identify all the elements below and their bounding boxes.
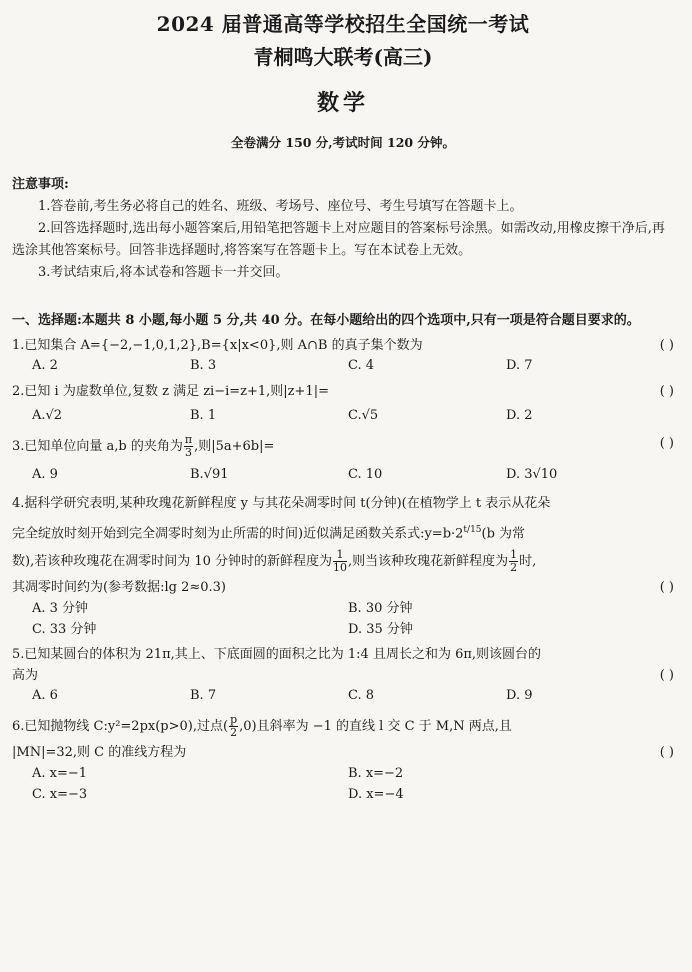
- question-2: [12, 382, 674, 402]
- question-line: [12, 743, 674, 763]
- question-3: [12, 434, 674, 459]
- fraction-numerator: π: [184, 433, 193, 446]
- question-line: [12, 714, 674, 739]
- option-a: A. 6: [32, 688, 58, 704]
- option-c: C. 8: [348, 688, 375, 704]
- options-q5: [12, 686, 674, 706]
- option-c: C. 10: [348, 467, 383, 482]
- option-c: C. 33 分钟: [32, 622, 97, 638]
- stem-part: 数),若该种玫瑰花在凋零时间为 10 分钟时的新鲜程度为: [12, 554, 333, 570]
- option-d: D. 9: [506, 688, 533, 704]
- option-b: B. 30 分钟: [348, 601, 413, 617]
- exam-subtitle: 青桐鸣大联考(高三): [253, 45, 433, 69]
- answer-paren: ( ): [659, 384, 674, 399]
- fraction: [229, 714, 238, 739]
- option-b: B.√91: [190, 467, 229, 482]
- fraction-numerator: 1: [333, 549, 347, 562]
- question-line: [12, 519, 674, 545]
- stem-part: ,则|5a+6b|=: [194, 439, 275, 454]
- option-a: A. 9: [32, 467, 58, 482]
- options-q1: [12, 356, 674, 376]
- question-1: [12, 336, 674, 356]
- stem-part: |MN|=32,则 C 的准线方程为: [12, 745, 187, 761]
- stem-part: 完全绽放时刻开始到完全凋零时刻为止所需的时间)近似满足函数关系式:y=b·2: [12, 526, 464, 542]
- fraction-denominator: 2: [230, 726, 238, 740]
- answer-paren: ( ): [659, 338, 674, 353]
- question-stem: 1.已知集合 A={−2,−1,0,1,2},B={x|x<0},则 A∩B 的真子集个数为: [12, 338, 423, 353]
- options-q3: [12, 465, 674, 485]
- fraction: [509, 549, 518, 574]
- question-4: [12, 493, 674, 598]
- exam-title: 2024 届普通高等学校招生全国统一考试: [156, 12, 530, 36]
- option-a: A. 3 分钟: [32, 601, 89, 617]
- stem-part: ,0)且斜率为 −1 的直线 l 交 C 于 M,N 两点,且: [239, 719, 512, 735]
- notes-heading: 注意事项:: [12, 177, 69, 192]
- options-q4-row1: [12, 598, 674, 619]
- option-a: A. 2: [32, 358, 58, 373]
- stem-part: ,则当该种玫瑰花新鲜程度为: [348, 554, 509, 570]
- answer-paren: ( ): [659, 745, 674, 761]
- note-item: 3.考试结束后,将本试卷和答题卡一并交回。: [38, 265, 289, 280]
- option-d: D. 3√10: [506, 467, 558, 482]
- option-c: C. x=−3: [32, 787, 88, 803]
- option-d: D. x=−4: [348, 787, 404, 803]
- stem-part: (b 为常: [481, 526, 526, 542]
- question-line: [12, 549, 674, 574]
- stem-part: 6.已知抛物线 C:y²=2px(p>0),过点(: [12, 719, 229, 735]
- answer-paren: ( ): [659, 580, 674, 596]
- answer-paren: ( ): [659, 668, 674, 684]
- option-c: C.√5: [348, 408, 379, 423]
- stem-part: 高为: [12, 668, 39, 684]
- fraction: [184, 434, 193, 459]
- fraction-denominator: 2: [510, 561, 518, 575]
- question-line: 5.已知某圆台的体积为 21π,其上、下底面圆的面积之比为 1:4 且周长之和为 6π,则该圆台的: [12, 647, 542, 663]
- options-q6-row2: [12, 784, 674, 805]
- question-5: [12, 644, 674, 686]
- stem-part: 3.已知单位向量 a,b 的夹角为: [12, 439, 183, 454]
- question-line: [12, 578, 674, 598]
- fraction: [333, 549, 347, 574]
- options-q4-row2: [12, 619, 674, 640]
- option-d: D. 2: [506, 408, 533, 423]
- fraction-numerator: p: [230, 713, 238, 727]
- option-b: B. x=−2: [348, 766, 404, 782]
- score-time-info: 全卷满分 150 分,考试时间 120 分钟。: [231, 135, 455, 150]
- question-stem: 2.已知 i 为虚数单位,复数 z 满足 zi−i=z+1,则|z+1|=: [12, 384, 329, 399]
- options-q6-row1: [12, 763, 674, 784]
- option-d: D. 35 分钟: [348, 622, 413, 638]
- note-item: 2.回答选择题时,选出每小题答案后,用铅笔把答题卡上对应题目的答案标号涂黑。如需改动,用橡皮擦干净后,再选涂其他答案标号。回答非选择题时,将答案写在答题卡上。写在本试卷上无效。: [12, 221, 665, 258]
- stem-part: 时,: [519, 554, 537, 570]
- subject-title: 数学: [316, 90, 369, 116]
- fraction-numerator: 1: [510, 548, 518, 562]
- answer-paren: ( ): [659, 436, 674, 451]
- fraction-denominator: 10: [333, 561, 348, 575]
- exponent: t/15: [463, 525, 482, 535]
- option-b: B. 7: [190, 688, 217, 704]
- question-stem: [12, 434, 604, 459]
- question-line: 4.据科学研究表明,某种玫瑰花新鲜程度 y 与其花朵凋零时间 t(分钟)(在植物学上 t 表示从花朵: [12, 496, 551, 511]
- option-c: C. 4: [348, 358, 375, 373]
- option-a: A. x=−1: [32, 766, 88, 782]
- fraction-denominator: 3: [184, 446, 192, 459]
- option-b: B. 1: [190, 408, 217, 423]
- option-a: A.√2: [32, 408, 63, 423]
- option-d: D. 7: [506, 358, 533, 373]
- question-6: [12, 714, 674, 763]
- note-item: 1.答卷前,考生务必将自己的姓名、班级、考场号、座位号、考生号填写在答题卡上。: [38, 199, 523, 214]
- stem-part: 其凋零时间约为(参考数据:lg 2≈0.3): [12, 580, 226, 596]
- section-heading: 一、选择题:本题共 8 小题,每小题 5 分,共 40 分。在每小题给出的四个选项中,只有一项是符合题目要求的。: [12, 313, 640, 328]
- option-b: B. 3: [190, 358, 217, 373]
- options-q2: [12, 406, 674, 426]
- question-line: [12, 666, 674, 686]
